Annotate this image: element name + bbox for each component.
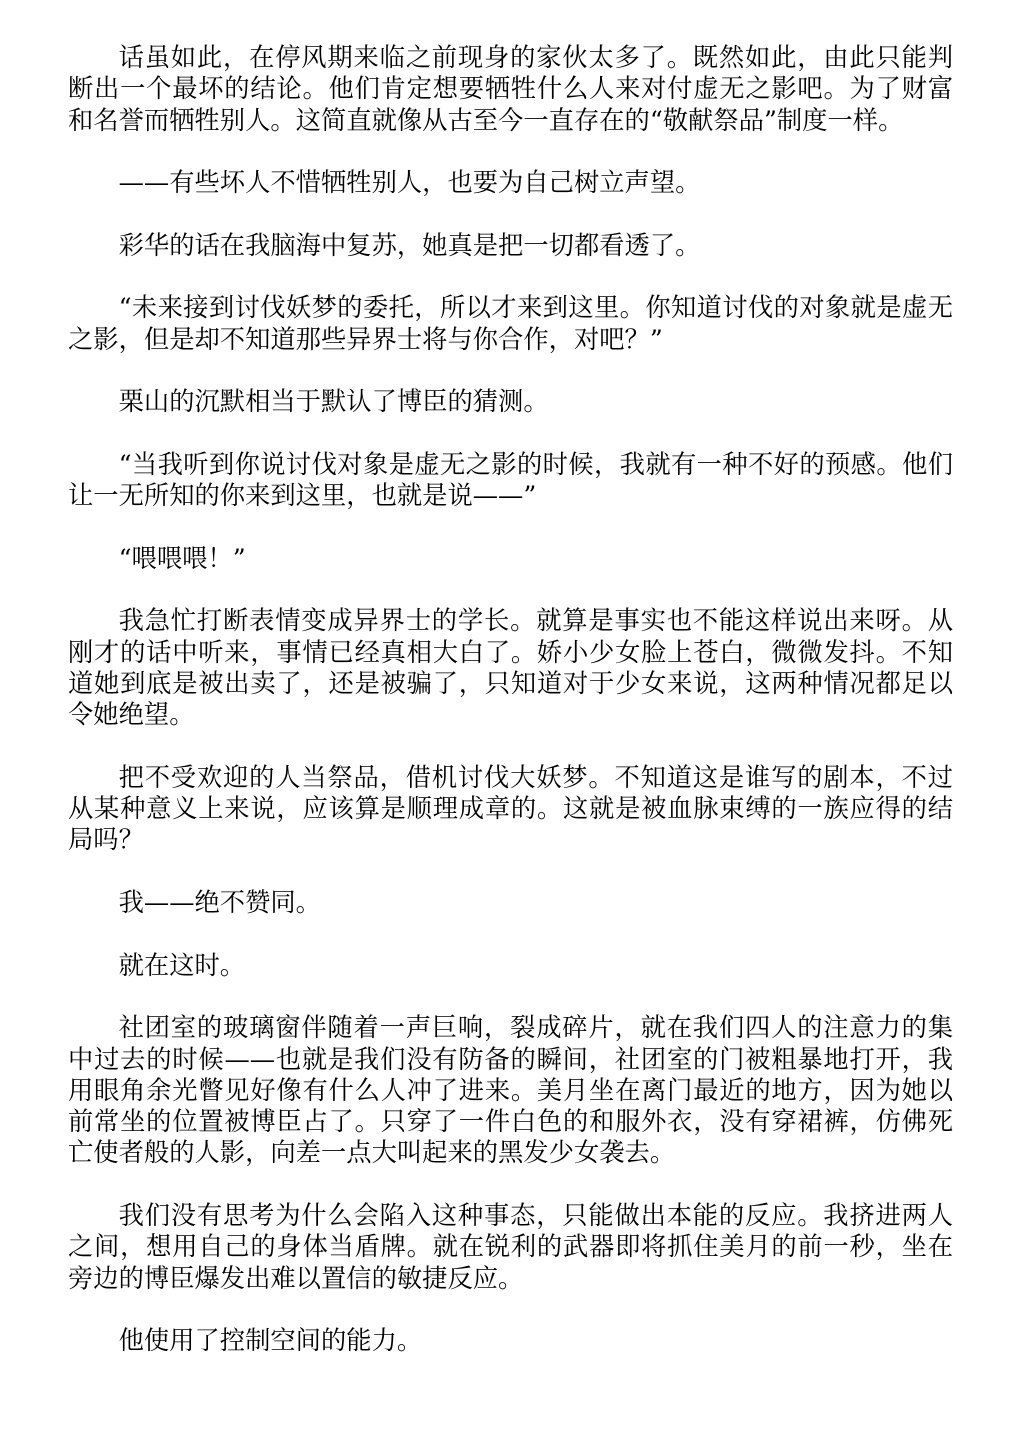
paragraph-1: 话虽如此，在停风期来临之前现身的家伙太多了。既然如此，由此只能判断出一个最坏的结论。他们肯定想要牺牲什么人来对付虚无之影吧。为了财富和名誉而牺牲别人。这简直就像从古至今一直存在的“敬献祭品”制度一样。 xyxy=(68,43,953,135)
paragraph-12: 社团室的玻璃窗伴随着一声巨响，裂成碎片，就在我们四人的注意力的集中过去的时候——也就是我们没有防备的瞬间，社团室的门被粗暴地打开，我用眼角余光瞥见好像有什么人冲了进来。美月坐在离门最近的地方，因为她以前常坐的位置被博臣占了。只穿了一件白色的和服外衣，没有穿裙裤，仿佛死亡使者般的人影，向差一点大叫起来的黑发少女袭去。 xyxy=(68,1013,953,1168)
paragraph-gap xyxy=(68,1294,953,1325)
paragraph-9: 把不受欢迎的人当祭品，借机讨伐大妖梦。不知道这是谁写的剧本，不过从某种意义上来说，应该算是顺理成章的。这就是被血脉束缚的一族应得的结局吗？ xyxy=(68,762,953,855)
paragraph-13: 我们没有思考为什么会陷入这种事态，只能做出本能的反应。我挤进两人之间，想用自己的身体当盾牌。就在锐利的武器即将抓住美月的前一秒，坐在旁边的博臣爆发出难以置信的敏捷反应。 xyxy=(68,1200,953,1293)
paragraph-gap xyxy=(68,418,953,449)
paragraph-gap xyxy=(68,574,953,605)
paragraph-gap xyxy=(68,918,953,949)
paragraph-10: 我——绝不赞同。 xyxy=(118,888,321,918)
paragraph-gap xyxy=(68,261,953,292)
paragraph-gap xyxy=(68,136,953,167)
paragraph-11: 就在这时。 xyxy=(118,950,246,980)
paragraph-8: 我急忙打断表情变成异界士的学长。就算是事实也不能这样说出来呀。从刚才的话中听来，事情已经真相大白了。娇小少女脸上苍白，微微发抖。不知道她到底是被出卖了，还是被骗了，只知道对于少女来说，这两种情况都足以令她绝望。 xyxy=(68,606,953,730)
paragraph-7: “喂喂喂！” xyxy=(118,543,246,573)
paragraph-4: “未来接到讨伐妖梦的委托，所以才来到这里。你知道讨伐的对象就是虚无之影，但是却不知道那些异界士将与你合作，对吧？” xyxy=(68,293,953,354)
paragraph-gap xyxy=(68,511,953,542)
paragraph-gap xyxy=(68,198,953,229)
paragraph-2: ——有些坏人不惜牺牲别人，也要为自己树立声望。 xyxy=(118,168,701,198)
paragraph-5: 栗山的沉默相当于默认了博臣的猜测。 xyxy=(118,387,549,417)
paragraph-gap xyxy=(68,731,953,762)
paragraph-6: “当我听到你说讨伐对象是虚无之影的时候，我就有一种不好的预感。他们让一无所知的你来到这里，也就是说——” xyxy=(68,449,953,511)
paragraph-14: 他使用了控制空间的能力。 xyxy=(118,1326,423,1356)
paragraph-gap xyxy=(68,856,953,887)
paragraph-gap xyxy=(68,981,953,1012)
paragraph-gap xyxy=(68,1169,953,1200)
paragraph-gap xyxy=(68,355,953,386)
paragraph-3: 彩华的话在我脑海中复苏，她真是把一切都看透了。 xyxy=(118,230,701,260)
